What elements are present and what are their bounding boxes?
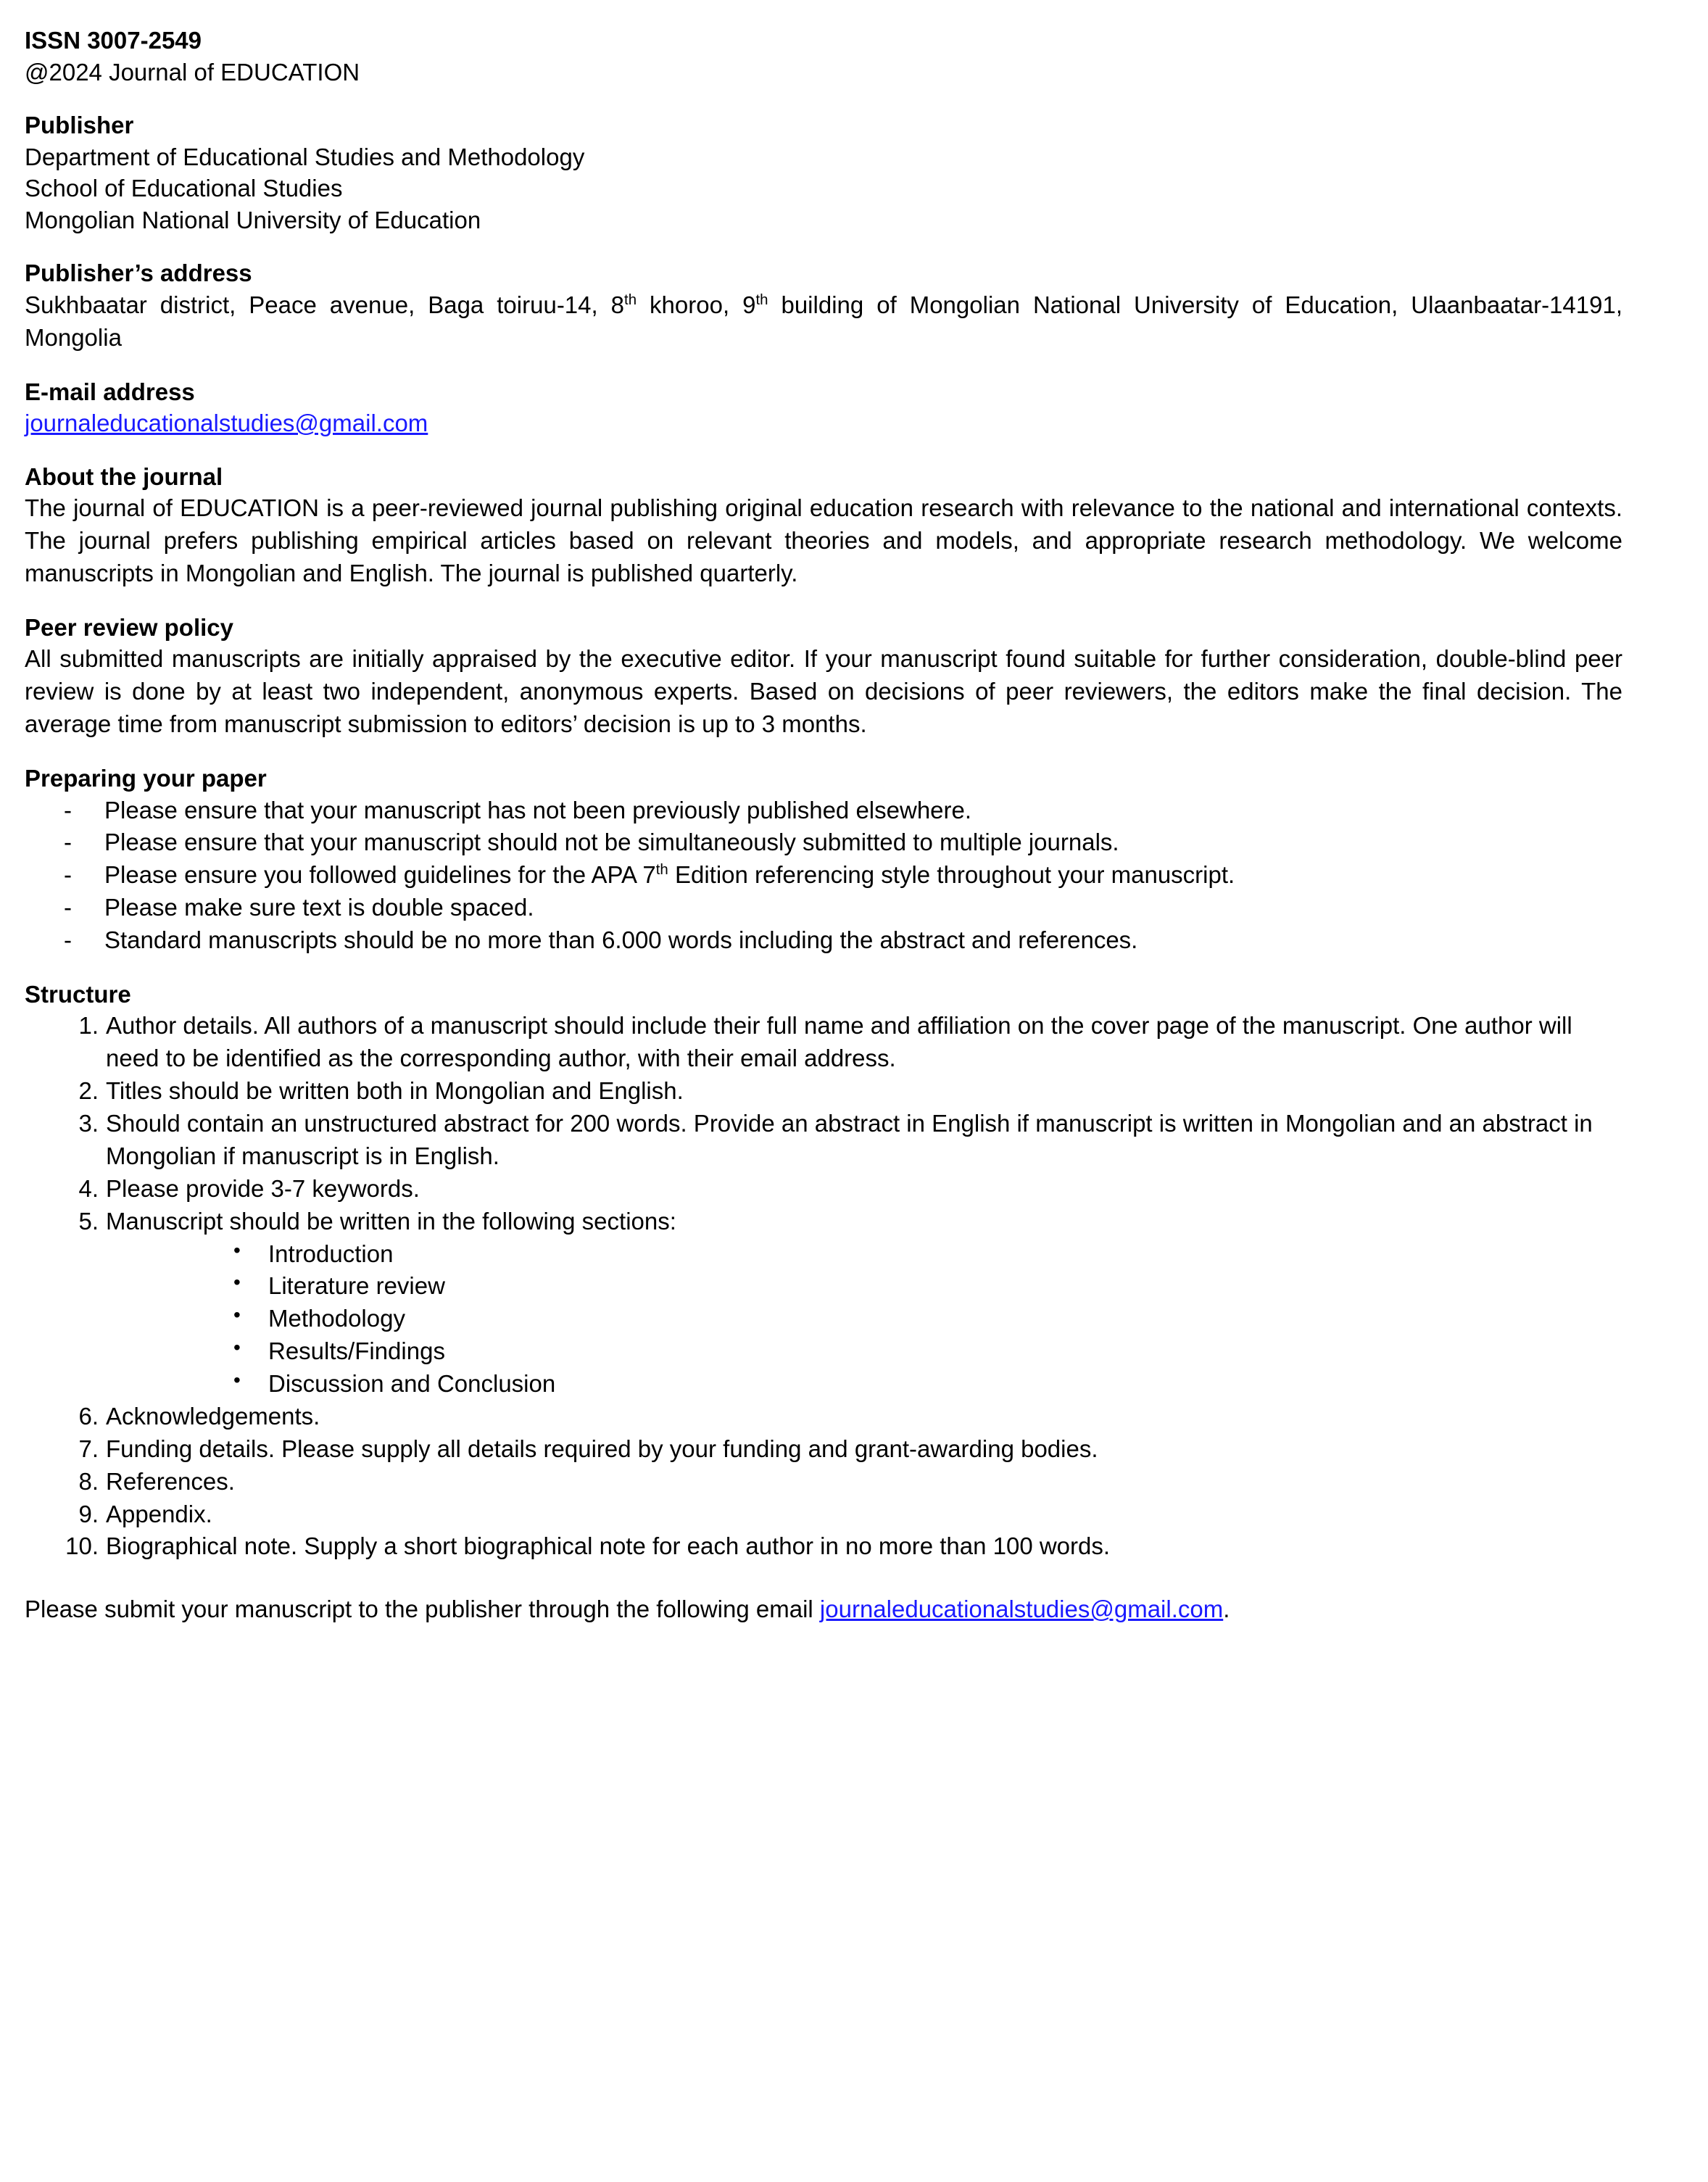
section-label: Literature review bbox=[268, 1272, 445, 1300]
submission-note-text: Please submit your manuscript to the publisher through the following email bbox=[25, 1596, 820, 1623]
list-number: 4. bbox=[78, 1174, 99, 1202]
list-item bbox=[106, 1303, 1622, 1335]
publisher-heading: Publisher bbox=[25, 112, 134, 139]
list-item-text: Manuscript should be written in the following sections: bbox=[106, 1207, 676, 1235]
spacer bbox=[25, 439, 1622, 461]
list-number: 7. bbox=[78, 1435, 99, 1462]
spacer bbox=[25, 236, 1622, 257]
email-link[interactable]: journaleducationalstudies@gmail.com bbox=[25, 410, 428, 437]
publisher-address-heading: Publisher’s address bbox=[25, 260, 252, 287]
list-item-text-part-2: Edition referencing style throughout your manuscript. bbox=[668, 861, 1235, 889]
copyright-line: @2024 Journal of EDUCATION bbox=[25, 58, 360, 86]
email-value-wrap bbox=[25, 407, 1622, 439]
about-heading: About the journal bbox=[25, 462, 223, 490]
list-item-text-part-1: Please ensure you followed guidelines for the APA 7 bbox=[104, 861, 656, 889]
list-item bbox=[106, 1335, 1622, 1368]
manuscript-sections-list bbox=[106, 1238, 1622, 1401]
list-number: 2. bbox=[78, 1077, 99, 1105]
peer-review-text: All submitted manuscripts are initially appraised by the executive editor. If your manuscript found suitable for further consideration, double-blind peer review is done by at least two independent, anonymous experts. Based on decisions of peer reviewers, the editors make the final decision. The average time from manuscript submission to editors’ decision is up to 3 months. bbox=[25, 645, 1622, 738]
list-item bbox=[25, 1498, 1622, 1531]
section-label: Results/Findings bbox=[268, 1337, 445, 1365]
section-label: Methodology bbox=[268, 1305, 405, 1332]
bullet-marker: • bbox=[233, 1369, 241, 1392]
list-item bbox=[25, 892, 1622, 924]
list-item-text: Funding details. Please supply all details required by your funding and grant-awarding bodies. bbox=[106, 1435, 1098, 1462]
list-item bbox=[25, 1433, 1622, 1466]
list-item bbox=[25, 826, 1622, 859]
publisher-line-2: School of Educational Studies bbox=[25, 175, 343, 202]
publisher-line-1: Department of Educational Studies and Methodology bbox=[25, 143, 585, 170]
list-item-sup: th bbox=[655, 861, 668, 879]
list-number: 10. bbox=[65, 1532, 99, 1560]
list-item bbox=[25, 795, 1622, 827]
bullet-marker: • bbox=[233, 1238, 241, 1261]
list-item bbox=[25, 1530, 1622, 1563]
address-part-2: khoroo, 9 bbox=[637, 291, 756, 318]
address-part-3: building of Mongolian National University of Education, Ulaanbaatar-14191, Mongolia bbox=[25, 291, 1622, 351]
spacer bbox=[25, 741, 1622, 763]
peer-review-heading: Peer review policy bbox=[25, 613, 233, 641]
list-item bbox=[25, 1173, 1622, 1206]
dash-marker: - bbox=[64, 894, 72, 921]
publisher-line-3: Mongolian National University of Education bbox=[25, 206, 481, 233]
list-item bbox=[25, 1075, 1622, 1108]
list-item-text: Acknowledgements. bbox=[106, 1402, 320, 1430]
preparing-heading: Preparing your paper bbox=[25, 765, 267, 792]
submission-note-period: . bbox=[1223, 1596, 1230, 1623]
footer-email-link[interactable]: journaleducationalstudies@gmail.com bbox=[819, 1596, 1224, 1623]
list-number: 3. bbox=[78, 1110, 99, 1137]
address-sup-2: th bbox=[755, 291, 768, 308]
spacer bbox=[25, 88, 1622, 109]
bullet-marker: • bbox=[233, 1336, 241, 1359]
address-sup-1: th bbox=[624, 291, 637, 308]
spacer bbox=[25, 590, 1622, 612]
list-number: 5. bbox=[78, 1207, 99, 1235]
dash-marker: - bbox=[64, 796, 72, 824]
list-item bbox=[25, 1466, 1622, 1498]
list-item bbox=[25, 1206, 1622, 1401]
list-item bbox=[25, 1010, 1622, 1075]
email-heading: E-mail address bbox=[25, 378, 195, 405]
issn-line: ISSN 3007-2549 bbox=[25, 27, 202, 54]
dash-marker: - bbox=[64, 829, 72, 856]
structure-heading: Structure bbox=[25, 980, 131, 1008]
about-text: The journal of EDUCATION is a peer-reviewed journal publishing original education research with relevance to the national and international contexts. The journal prefers publishing empirical articles based on relevant theories and models, and appropriate research methodology. We welcome manuscripts in Mongolian and English. The journal is published quarterly. bbox=[25, 494, 1622, 586]
list-item bbox=[25, 859, 1622, 892]
list-item-text: Titles should be written both in Mongolian and English. bbox=[106, 1077, 684, 1105]
list-item-text: Standard manuscripts should be no more than 6.000 words including the abstract and references. bbox=[104, 926, 1138, 954]
list-item bbox=[25, 1108, 1622, 1173]
spacer bbox=[25, 354, 1622, 376]
list-item-text: Please ensure that your manuscript has not been previously published elsewhere. bbox=[104, 796, 972, 824]
spacer bbox=[25, 1563, 1622, 1585]
address-part-1: Sukhbaatar district, Peace avenue, Baga toiruu-14, 8 bbox=[25, 291, 625, 318]
list-item-text: Author details. All authors of a manuscript should include their full name and affiliation on the cover page of the manuscript. One author will need to be identified as the corresponding author, with their email address. bbox=[106, 1012, 1572, 1072]
list-item-text: Biographical note. Supply a short biographical note for each author in no more than 100 words. bbox=[106, 1532, 1111, 1560]
spacer bbox=[25, 1585, 1622, 1593]
list-item bbox=[106, 1270, 1622, 1303]
list-item-text: Appendix. bbox=[106, 1500, 212, 1527]
bullet-marker: • bbox=[233, 1271, 241, 1294]
list-item-text: Please ensure that your manuscript should not be simultaneously submitted to multiple journals. bbox=[104, 829, 1119, 856]
section-label: Discussion and Conclusion bbox=[268, 1370, 556, 1398]
preparing-list bbox=[25, 795, 1622, 957]
list-item-text: References. bbox=[106, 1467, 235, 1495]
list-item-text: Please provide 3-7 keywords. bbox=[106, 1174, 420, 1202]
list-number: 6. bbox=[78, 1402, 99, 1430]
list-item bbox=[25, 924, 1622, 957]
list-item bbox=[106, 1368, 1622, 1401]
structure-list bbox=[25, 1010, 1622, 1563]
section-label: Introduction bbox=[268, 1240, 394, 1267]
list-number: 1. bbox=[78, 1012, 99, 1040]
bullet-marker: • bbox=[233, 1303, 241, 1327]
dash-marker: - bbox=[64, 861, 72, 889]
list-item bbox=[106, 1238, 1622, 1271]
list-item-text: Should contain an unstructured abstract for 200 words. Provide an abstract in English if manuscript is written in Mongolian and an abstract in Mongolian if manuscript is in English. bbox=[106, 1110, 1593, 1169]
publisher-address-text bbox=[25, 289, 1622, 354]
dash-marker: - bbox=[64, 926, 72, 954]
list-item bbox=[25, 1401, 1622, 1433]
list-number: 9. bbox=[78, 1500, 99, 1527]
list-number: 8. bbox=[78, 1467, 99, 1495]
spacer bbox=[25, 957, 1622, 979]
list-item-text: Please make sure text is double spaced. bbox=[104, 894, 534, 921]
submission-note bbox=[25, 1593, 1622, 1626]
